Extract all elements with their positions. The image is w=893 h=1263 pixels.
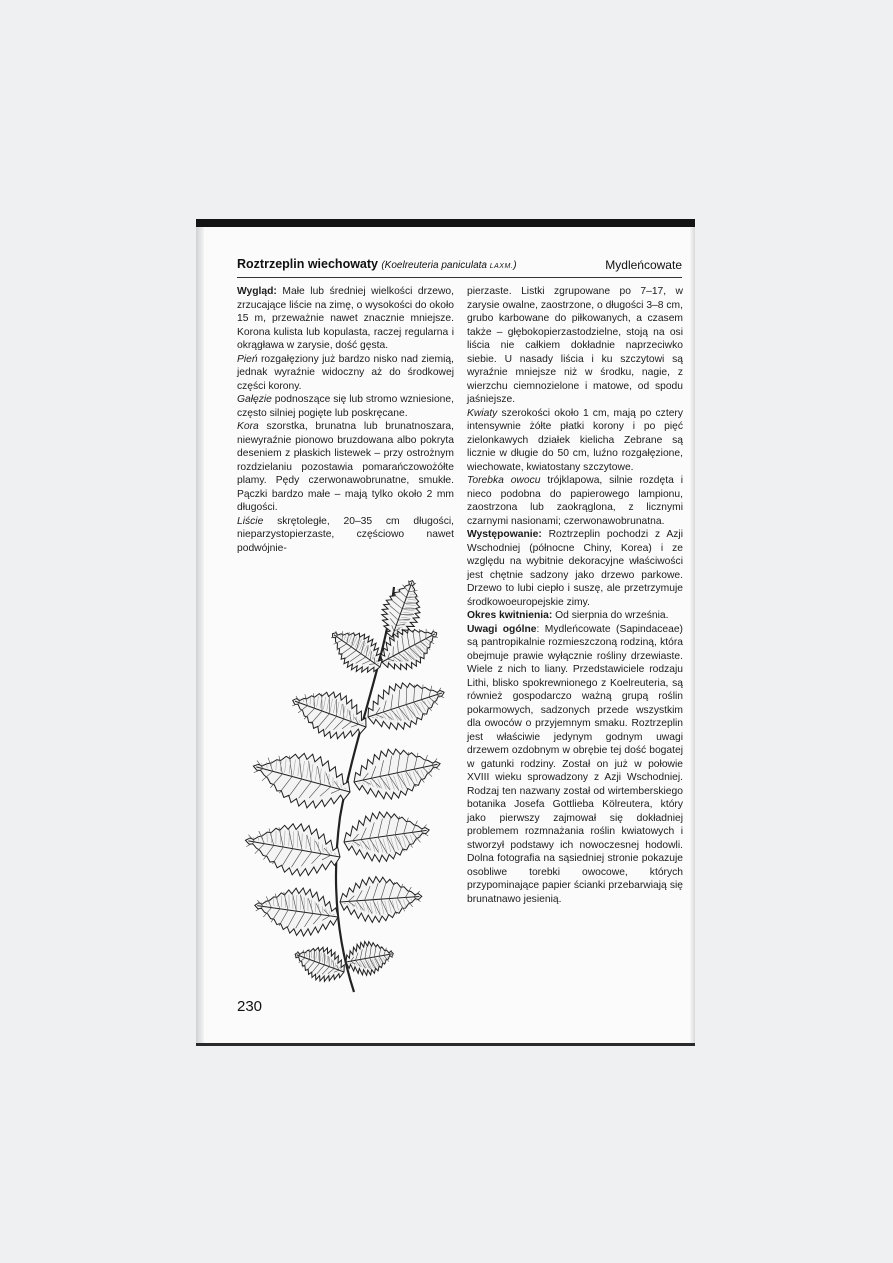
paragraph-text: rozgałęziony już bardzo nisko nad ziemią, jednak wyraźnie widoczny aż do środkowej części korony. xyxy=(237,353,454,392)
left-text-column xyxy=(237,285,454,555)
paragraph xyxy=(467,474,683,528)
paragraph-label: Uwagi ogólne xyxy=(467,623,537,635)
leaflet-right-4 xyxy=(341,805,433,866)
scanned-page xyxy=(196,219,695,1046)
paragraph-label: Pień xyxy=(237,353,258,365)
paragraph-text: skrętoległe, 20–35 cm długości, nieparzystopierzaste, częściowo nawet podwójnie- xyxy=(237,515,454,554)
paragraph xyxy=(467,285,683,407)
page-number: 230 xyxy=(237,998,263,1015)
paragraph-label: Wygląd: xyxy=(237,286,277,297)
paragraph-text: Roztrzeplin pochodzi z Azji Wschodniej (północne Chiny, Korea) i ze względu na wybitnie dekoracyjne właściwości jest chętnie sadzony jako drzewo parkowe. Drzewo to lubi ciepło i suszę, ale przetrzymuje środkowoeuropejskie zimy. xyxy=(467,529,683,608)
leaflet-left-1 xyxy=(322,618,391,682)
paragraph xyxy=(467,407,683,475)
species-title: Roztrzeplin wiechowaty xyxy=(237,257,378,271)
paragraph-label: Występowanie: xyxy=(467,529,542,540)
scan-left-edge xyxy=(196,227,204,1046)
paragraph-text: Od sierpnia do września. xyxy=(552,610,669,621)
scan-top-shadow xyxy=(196,219,695,227)
paragraph-label: Liście xyxy=(237,515,264,527)
leaflet-left-6 xyxy=(289,938,349,988)
paragraph xyxy=(467,528,683,609)
leaflet-left-5 xyxy=(251,882,341,941)
family-name: Mydleńcowate xyxy=(605,258,682,272)
leaflet-left-3 xyxy=(246,740,357,818)
paragraph-text: pierzaste. Listki zgrupowane po 7–17, w zarysie owalne, zaostrzone, o długości 3–8 cm, grubo karbowane do piłkowanych, a czasem także – głębokopierzastodzielne, stoją na osi liścia nie całkiem dokładnie naprzeciwko siebie. U nasady liścia i ku szczytowi są wyraźnie mniejsze niż w środku, nagie, z wierzchu ciemnozielone i matowe, od spodu jaśniejsze. xyxy=(467,286,683,405)
paragraph xyxy=(467,609,683,623)
paragraph-text: : Mydleńcowate (Sapindaceae) są pantropikalnie rozmieszczoną rodziną, która obejmuje prawie wyłącznie rośliny drzewiaste. Wiele z nich to liany. Przedstawiciele rodzaju Lithi, blisko spokrewnionego z Koelreuteria, są również gospodarczo ważną grupą roślin pokarmowych, sadzonych przede wszystkim dla owoców o przyjemnym smaku. Roztrzeplin jest właściwie jedynym godnym uwagi drzewem ozdobnym w obrębie tej dość bogatej w gatunki rodziny. Został on już w połowie XVIII wieku sprowadzony z Azji Wschodniej. Rodzaj ten nazwany został od wirtemberskiego botanika Josefa Gottlieba Kölreutera, który jako pierwszy zajmował się dokładniej problemem rozmnażania roślin kwiatowych i stworzył podstawy ich nowoczesnej hodowli. Dolna fotografia na sąsiedniej stronie pokazuje osobliwe torebki owocowe, których przypominające papier ścianki przebarwiają się brunatnawo jesienią. xyxy=(467,623,683,905)
leaflet-left-4 xyxy=(241,815,345,883)
paragraph xyxy=(467,623,683,907)
paragraph-label: Kwiaty xyxy=(467,407,498,419)
paragraph xyxy=(237,515,454,556)
paragraph xyxy=(237,420,454,515)
leaflet-right-5 xyxy=(338,873,423,924)
paragraph-text: Małe lub średniej wielkości drzewo, zrzucające liście na zimę, o wysokości do około 15 m, przeważnie nawet znacznie mniejsze. Korona kulista lub kopulasta, raczej regularna i okrągława w zarysie, dość gęsta. xyxy=(237,286,454,351)
paragraph xyxy=(237,285,454,353)
paragraph-label: Okres kwitnienia: xyxy=(467,610,553,621)
paragraph-text: szorstka, brunatna lub brunatnoszara, niewyraźnie pionowo bruzdowana albo pokryta deseniem z płaskich listewek – przy ostrożnym rozdzielaniu pozostawia pomarańczowożółte plamy. Pędy czerwonawobrunatne, smukłe. Pączki bardzo małe – mają tylko około 2 mm długości. xyxy=(237,421,454,513)
leaflet-right-3 xyxy=(349,739,445,806)
scan-bottom-edge xyxy=(196,1043,695,1046)
paragraph-text: szerokości około 1 cm, mają po cztery intensywnie żółte płatki korony i po pięć zielonkawych działek kielicha Zebrane są licznie w długie do 50 cm, luźno rozgałęzione, wiechowate, kwiatostany szczytowe. xyxy=(467,407,683,473)
paragraph-label: Kora xyxy=(237,421,259,432)
paragraph-text: podnoszące się lub stromo wzniesione, często silniej pogięte lub poskręcane. xyxy=(237,394,454,419)
paragraph xyxy=(237,393,454,420)
paragraph-label: Torebka owocu xyxy=(467,475,541,486)
paragraph-text: trójklapowa, silnie rozdęta i nieco podobna do papierowego lampionu, zaostrzona lub zaokrąglona, z licznymi czarnymi nasionami; czerwonawobrunatna. xyxy=(467,475,683,527)
page-header xyxy=(237,257,682,278)
leaflet-left-2 xyxy=(285,679,374,749)
right-text-column xyxy=(467,285,683,906)
paragraph-label: Gałęzie xyxy=(237,394,272,405)
scan-right-edge xyxy=(690,227,695,1046)
leaflet-right-6 xyxy=(343,937,396,979)
leaf-illustration xyxy=(236,567,456,997)
latin-name: (Koelreuteria paniculata LAXM.) xyxy=(381,260,517,271)
paragraph xyxy=(237,353,454,394)
author-abbrev: LAXM. xyxy=(489,263,514,270)
